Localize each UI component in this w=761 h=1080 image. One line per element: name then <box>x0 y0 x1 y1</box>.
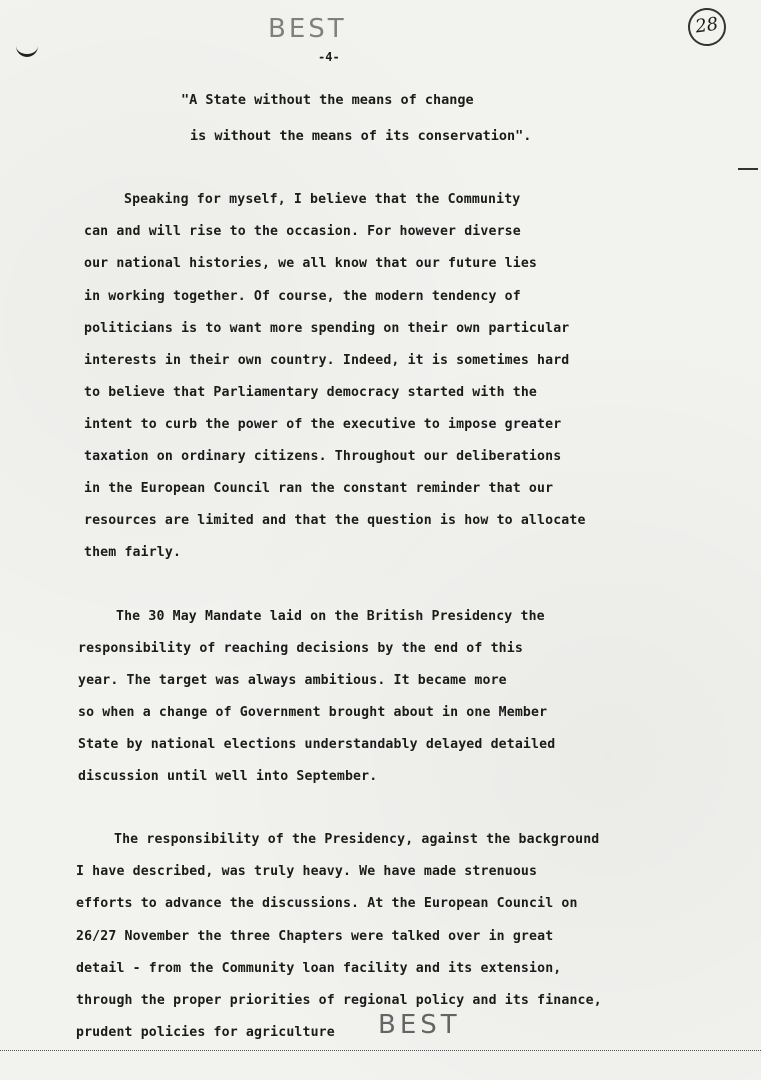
margin-mark <box>738 168 758 170</box>
paragraph-2-line: The 30 May Mandate laid on the British Presidency the <box>116 609 545 624</box>
paragraph-1-line: can and will rise to the occasion. For however diverse <box>84 224 521 239</box>
paragraph-3-line: prudent policies for agriculture <box>76 1025 335 1040</box>
paragraph-2-line: responsibility of reaching decisions by the end of this <box>78 641 523 656</box>
paragraph-3-line: I have described, was truly heavy. We have made strenuous <box>76 864 538 879</box>
paragraph-1-line: in working together. Of course, the modern tendency of <box>84 289 521 304</box>
folio-number: 28 <box>686 6 729 49</box>
paragraph-1-line: interests in their own country. Indeed, it is sometimes hard <box>84 353 570 368</box>
corner-mark <box>16 40 38 57</box>
paragraph-3-line: through the proper priorities of regional policy and its finance, <box>76 993 602 1008</box>
paragraph-1-line: intent to curb the power of the executive to impose greater <box>84 417 562 432</box>
paragraph-3-line: The responsibility of the Presidency, against the background <box>114 832 600 847</box>
paragraph-1-line: taxation on ordinary citizens. Throughout our deliberations <box>84 449 562 464</box>
paragraph-1-line: politicians is to want more spending on their own particular <box>84 321 570 336</box>
paragraph-2-line: discussion until well into September. <box>78 769 378 784</box>
page-number: -4- <box>318 50 340 64</box>
paragraph-3-line: efforts to advance the discussions. At the European Council on <box>76 896 578 911</box>
bottom-dotted-rule <box>0 1050 761 1051</box>
paragraph-3-line: 26/27 November the three Chapters were talked over in great <box>76 929 554 944</box>
paragraph-2-line: State by national elections understandably delayed detailed <box>78 737 556 752</box>
best-stamp-bottom: BEST <box>378 1010 461 1040</box>
paragraph-1-line: Speaking for myself, I believe that the Community <box>124 192 521 207</box>
quote-line-2: is without the means of its conservation". <box>190 128 532 144</box>
best-stamp-top: BEST <box>268 14 347 44</box>
paragraph-2-line: so when a change of Government brought about in one Member <box>78 705 548 720</box>
paragraph-1-line: to believe that Parliamentary democracy started with the <box>84 385 538 400</box>
paragraph-1-line: in the European Council ran the constant reminder that our <box>84 481 554 496</box>
quote-line-1: "A State without the means of change <box>181 92 474 108</box>
paragraph-1-line: our national histories, we all know that our future lies <box>84 256 538 271</box>
paragraph-3-line: detail - from the Community loan facility and its extension, <box>76 961 562 976</box>
paragraph-1-line: resources are limited and that the question is how to allocate <box>84 513 586 528</box>
paragraph-2-line: year. The target was always ambitious. It became more <box>78 673 507 688</box>
paragraph-1-line: them fairly. <box>84 545 182 560</box>
